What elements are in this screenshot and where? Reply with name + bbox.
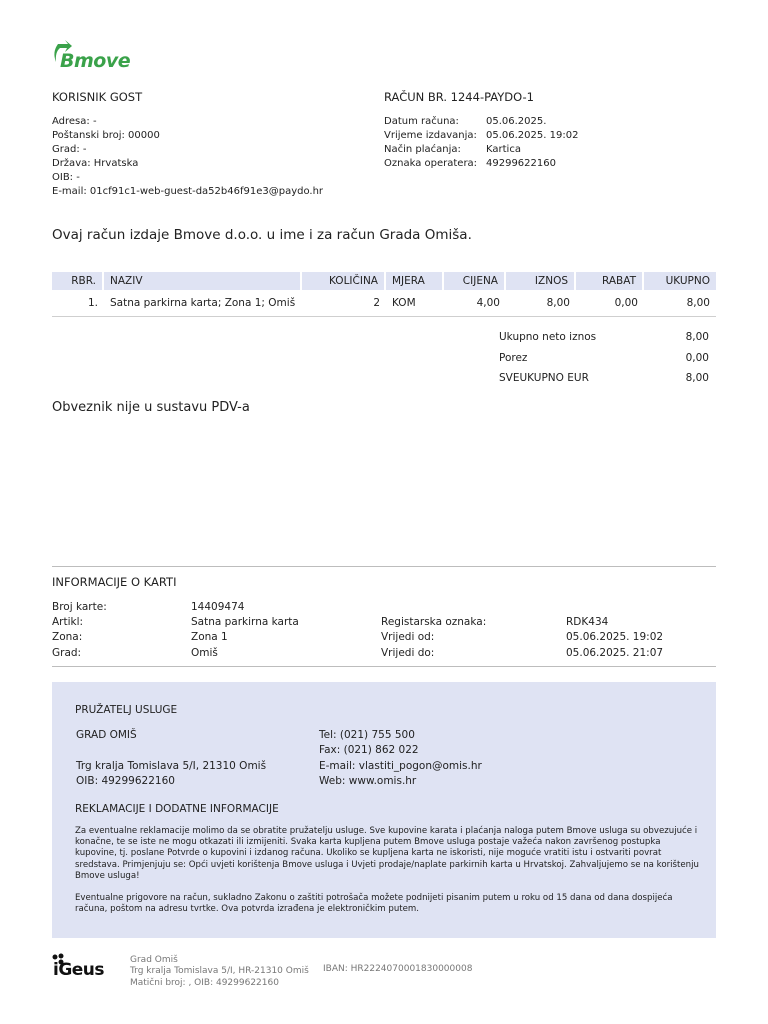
total-tax-label: Porez (499, 351, 528, 364)
cell-iznos: 8,00 (546, 297, 570, 309)
total-grand-row (499, 371, 709, 392)
card-article-label: Artikl: (52, 616, 84, 629)
cell-naziv: Satna parkirna karta; Zona 1; Omiš (110, 297, 296, 309)
invoice-time-value: 05.06.2025. 19:02 (486, 130, 579, 141)
customer-details (52, 115, 323, 199)
total-grand-value: 8,00 (685, 372, 709, 384)
col-header-ukupno: UKUPNO (665, 275, 710, 287)
invoice-title: RAČUN BR. 1244-PAYDO-1 (384, 90, 534, 104)
card-plate-label: Registarska oznaka: (381, 616, 487, 629)
card-zone-label: Zona: (52, 631, 83, 644)
divider (52, 666, 716, 667)
col-header-kolicina: KOLIČINA (302, 272, 386, 290)
invoice-date-value: 05.06.2025. (486, 116, 547, 127)
invoice-meta (384, 115, 646, 171)
payment-method-label: Način plaćanja: (384, 144, 461, 155)
footer-line-3: Matični broj: , OIB: 49299622160 (130, 977, 279, 988)
col-header-naziv: NAZIV (104, 272, 302, 290)
col-header-rbr: RBR. (52, 272, 104, 290)
card-number-value: 14409474 (191, 601, 245, 613)
provider-address-block (76, 759, 266, 790)
footer-iban: IBAN: HR2224070001830000008 (323, 964, 473, 974)
card-plate-value: RDK434 (566, 616, 609, 629)
provider-oib: OIB: 49299622160 (76, 775, 175, 788)
card-valid-from-label: Vrijedi od: (381, 631, 435, 644)
vat-note: Obveznik nije u sustavu PDV-a (52, 400, 250, 415)
customer-country: Država: Hrvatska (52, 158, 139, 169)
card-valid-from-value: 05.06.2025. 19:02 (566, 631, 664, 644)
provider-tel: Tel: (021) 755 500 (319, 729, 415, 741)
cell-rabat: 0,00 (614, 297, 638, 309)
customer-oib: OIB: - (52, 172, 80, 183)
footer-line-2: Trg kralja Tomislava 5/I, HR-21310 Omiš (130, 966, 309, 977)
operator-label: Oznaka operatera: (384, 158, 478, 169)
provider-contacts (319, 728, 482, 790)
invoice-time-label: Vrijeme izdavanja: (384, 130, 477, 141)
provider-address: Trg kralja Tomislava 5/I, 21310 Omiš (76, 760, 267, 772)
totals (499, 330, 709, 392)
customer-postal: Poštanski broj: 00000 (52, 130, 160, 141)
card-city-value: Omiš (191, 646, 218, 659)
bmove-logo (50, 40, 134, 74)
provider-title: PRUŽATELJ USLUGE (75, 704, 178, 716)
provider-email: E-mail: vlastiti_pogon@omis.hr (319, 759, 482, 772)
cell-mjera: KOM (392, 297, 416, 309)
table-row (52, 290, 716, 317)
provider-fax: Fax: (021) 862 022 (319, 744, 419, 757)
card-empty-label (381, 600, 566, 615)
logo-text: Bmove (60, 50, 131, 72)
total-net-value: 8,00 (685, 331, 709, 343)
col-header-mjera: MJERA (386, 272, 444, 290)
igeus-logo (52, 953, 112, 983)
card-zone-value: Zona 1 (191, 631, 228, 644)
footer-company (130, 955, 309, 989)
divider (52, 566, 716, 567)
total-tax-row (499, 351, 709, 372)
customer-title: KORISNIK GOST (52, 90, 143, 104)
customer-email: E-mail: 01cf91c1-web-guest-da52b46f91e3@paydo.hr (52, 186, 324, 197)
operator-value: 49299622160 (486, 158, 556, 169)
cell-cijena: 4,00 (476, 297, 500, 309)
items-table-header (52, 272, 716, 290)
customer-city: Grad: - (52, 144, 87, 155)
card-empty-value (566, 600, 716, 615)
complaints-paragraph-1: Za eventualne reklamacije molimo da se obratite pružatelju usluge. Sve kupovine karata i plaćanja naloga putem Bmove usluga su obvezujuće i konačne, te se iste ne mogu otkazati ili izmijeniti. Svaka karta kupljena putem Bmove usluga postaje važeća nakon završenog postupka kupovine, tj. poslane Potvrde o kupovini i izdanog računa. Ukoliko se kupljena karta ne iskoristi, nije moguće vratiti istu i ostvariti povrat sredstava. Primjenjuju se: Opći uvjeti korištenja Bmove usluga i Uvjeti prodaje/naplate parkirnih karta u Hrvatskoj. Zahvaljujemo se na korištenju Bmove usluga! (75, 826, 699, 881)
card-article-value: Satna parkirna karta (191, 616, 299, 629)
card-number-label: Broj karte: (52, 601, 107, 613)
payment-method-value: Kartica (486, 144, 521, 155)
card-info-grid (52, 600, 716, 661)
provider-web: Web: www.omis.hr (319, 775, 417, 788)
customer-address: Adresa: - (52, 116, 97, 127)
total-tax-value: 0,00 (685, 351, 709, 364)
complaints-title: REKLAMACIJE I DODATNE INFORMACIJE (75, 803, 279, 815)
cell-ukupno: 8,00 (686, 297, 710, 309)
igeus-logo-text: iGeus (53, 960, 105, 980)
cell-rbr: 1. (87, 297, 98, 309)
card-city-label: Grad: (52, 646, 82, 659)
card-valid-to-label: Vrijedi do: (381, 646, 435, 659)
card-info-title: INFORMACIJE O KARTI (52, 575, 177, 589)
complaints-paragraph-2: Eventualne prigovore na račun, sukladno Zakonu o zaštiti potrošača možete podnijeti pisanim putem u roku od 15 dana od dana dospijeća računa, poštom na adresu tvrtke. Ova potvrda izrađena je elektroničkim putem. (75, 893, 673, 915)
cell-kolicina: 2 (373, 297, 380, 309)
col-header-iznos: IZNOS (506, 272, 576, 290)
footer-line-1: Grad Omiš (130, 955, 178, 965)
col-header-cijena: CIJENA (444, 272, 506, 290)
total-net-label: Ukupno neto iznos (499, 331, 597, 343)
col-header-rabat: RABAT (576, 272, 644, 290)
card-valid-to-value: 05.06.2025. 21:07 (566, 646, 664, 659)
invoice-date-label: Datum računa: (384, 116, 459, 127)
provider-name: GRAD OMIŠ (76, 729, 137, 741)
total-grand-label: SVEUKUPNO EUR (499, 372, 589, 384)
issuer-statement: Ovaj račun izdaje Bmove d.o.o. u ime i za račun Grada Omiša. (52, 227, 472, 243)
total-net-row (499, 330, 709, 351)
items-table (52, 272, 716, 317)
